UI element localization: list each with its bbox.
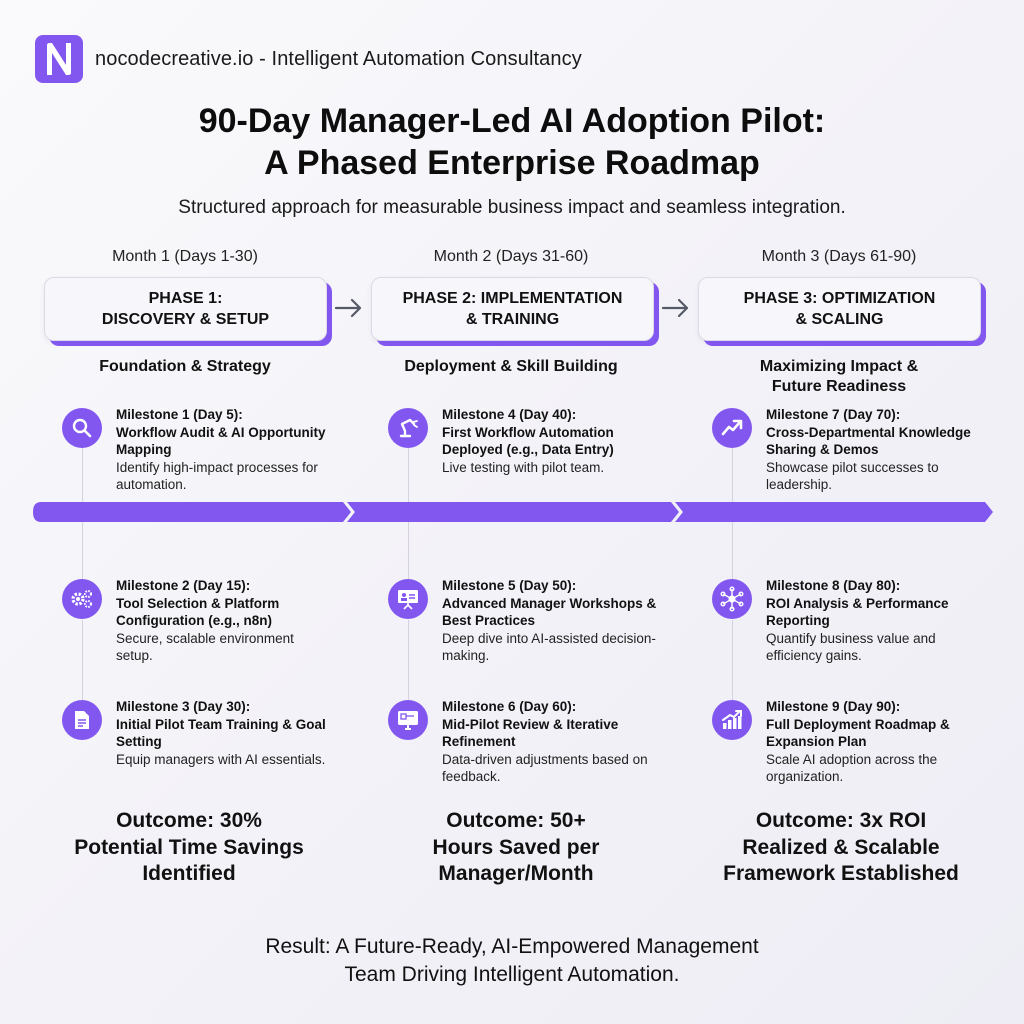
phase-1-subtitle: Foundation & Strategy — [99, 358, 271, 375]
milestone-title: ROI Analysis & Performance Reporting — [766, 595, 949, 628]
milestone-5 — [388, 577, 658, 665]
milestone-title: Initial Pilot Team Training & Goal Setting — [116, 716, 326, 749]
document-icon — [62, 700, 102, 740]
brand-name: nocodecreative.io - Intelligent Automation Consultancy — [95, 47, 582, 70]
title-line-2: A Phased Enterprise Roadmap — [264, 144, 760, 182]
milestone-3 — [62, 698, 332, 768]
milestone-label: Milestone 8 (Day 80): — [766, 578, 901, 593]
milestone-4 — [388, 406, 658, 476]
milestone-label: Milestone 9 (Day 90): — [766, 699, 901, 714]
phase-3-title: PHASE 3: OPTIMIZATION — [743, 290, 936, 307]
milestone-6 — [388, 698, 658, 786]
growth-chart-icon — [712, 700, 752, 740]
phase-1-title-2: DISCOVERY & SETUP — [101, 311, 270, 328]
milestone-desc: Equip managers with AI essentials. — [116, 751, 326, 767]
gears-icon — [62, 579, 102, 619]
month-label-1: Month 1 (Days 1-30) — [112, 248, 258, 265]
arrow-right-icon — [334, 296, 364, 320]
milestone-label: Milestone 6 (Day 60): — [442, 699, 577, 714]
outcome-phase-3: Outcome: 3x ROI Realized & Scalable Framework Established — [723, 809, 959, 885]
outcome-phase-2: Outcome: 50+ Hours Saved per Manager/Month — [432, 809, 600, 885]
phase-3-title-2: & SCALING — [795, 311, 884, 328]
outcome-phase-1: Outcome: 30% Potential Time Savings Identified — [74, 809, 304, 885]
milestone-label: Milestone 5 (Day 50): — [442, 578, 577, 593]
milestone-title: First Workflow Automation Deployed (e.g., Data Entry) — [442, 424, 614, 457]
milestone-title: Mid-Pilot Review & Iterative Refinement — [442, 716, 619, 749]
milestone-label: Milestone 4 (Day 40): — [442, 407, 577, 422]
phase-2-title-2: & TRAINING — [465, 311, 560, 328]
trend-up-icon — [712, 408, 752, 448]
milestone-2 — [62, 577, 332, 665]
phase-2-subtitle: Deployment & Skill Building — [404, 358, 618, 375]
milestone-desc: Identify high-impact processes for automation. — [116, 459, 318, 492]
milestone-desc: Quantify business value and efficiency gains. — [766, 630, 936, 663]
milestone-desc: Scale AI adoption across the organization. — [766, 751, 938, 784]
presentation-icon — [388, 579, 428, 619]
phase-2-box — [371, 277, 654, 341]
month-label-2: Month 2 (Days 31-60) — [433, 248, 589, 265]
milestone-1 — [62, 406, 332, 494]
milestone-title: Tool Selection & Platform Configuration (e.g., n8n) — [116, 595, 280, 628]
milestone-9 — [712, 698, 982, 786]
timeline-bar — [33, 502, 993, 522]
milestone-8 — [712, 577, 982, 665]
milestone-title: Workflow Audit & AI Opportunity Mapping — [116, 424, 326, 457]
milestone-label: Milestone 7 (Day 70): — [766, 407, 901, 422]
search-icon — [62, 408, 102, 448]
milestone-label: Milestone 2 (Day 15): — [116, 578, 251, 593]
monitor-icon — [388, 700, 428, 740]
result-line-2: Team Driving Intelligent Automation. — [344, 963, 680, 986]
milestone-title: Advanced Manager Workshops & Best Practices — [442, 595, 657, 628]
milestone-desc: Data-driven adjustments based on feedback. — [442, 751, 648, 784]
phase-1-box — [44, 277, 327, 341]
title-line-1: 90-Day Manager-Led AI Adoption Pilot: — [198, 102, 826, 140]
phase-3-box — [698, 277, 981, 341]
arrow-right-icon — [661, 296, 691, 320]
page-title — [0, 100, 1024, 184]
n-logo-icon — [35, 35, 83, 83]
milestone-7 — [712, 406, 982, 494]
milestone-desc: Secure, scalable environment setup. — [116, 630, 294, 663]
month-label-3: Month 3 (Days 61-90) — [761, 248, 917, 265]
robot-arm-icon — [388, 408, 428, 448]
milestone-label: Milestone 3 (Day 30): — [116, 699, 251, 714]
phase-3-subtitle: Maximizing Impact & Future Readiness — [759, 358, 919, 395]
milestone-desc: Deep dive into AI-assisted decision-making. — [442, 630, 656, 663]
network-icon — [712, 579, 752, 619]
phase-1-title: PHASE 1: — [148, 290, 223, 307]
phase-2-title: PHASE 2: IMPLEMENTATION — [402, 290, 623, 307]
page-subtitle: Structured approach for measurable business impact and seamless integration. — [178, 197, 846, 218]
milestone-desc: Showcase pilot successes to leadership. — [766, 459, 939, 492]
milestone-title: Full Deployment Roadmap & Expansion Plan — [766, 716, 950, 749]
result-line-1: Result: A Future-Ready, AI-Empowered Management — [265, 935, 759, 958]
milestone-label: Milestone 1 (Day 5): — [116, 407, 243, 422]
brand-header — [35, 35, 582, 83]
result-statement — [0, 933, 1024, 989]
milestone-title: Cross-Departmental Knowledge Sharing & Demos — [766, 424, 971, 457]
milestone-desc: Live testing with pilot team. — [442, 459, 605, 475]
